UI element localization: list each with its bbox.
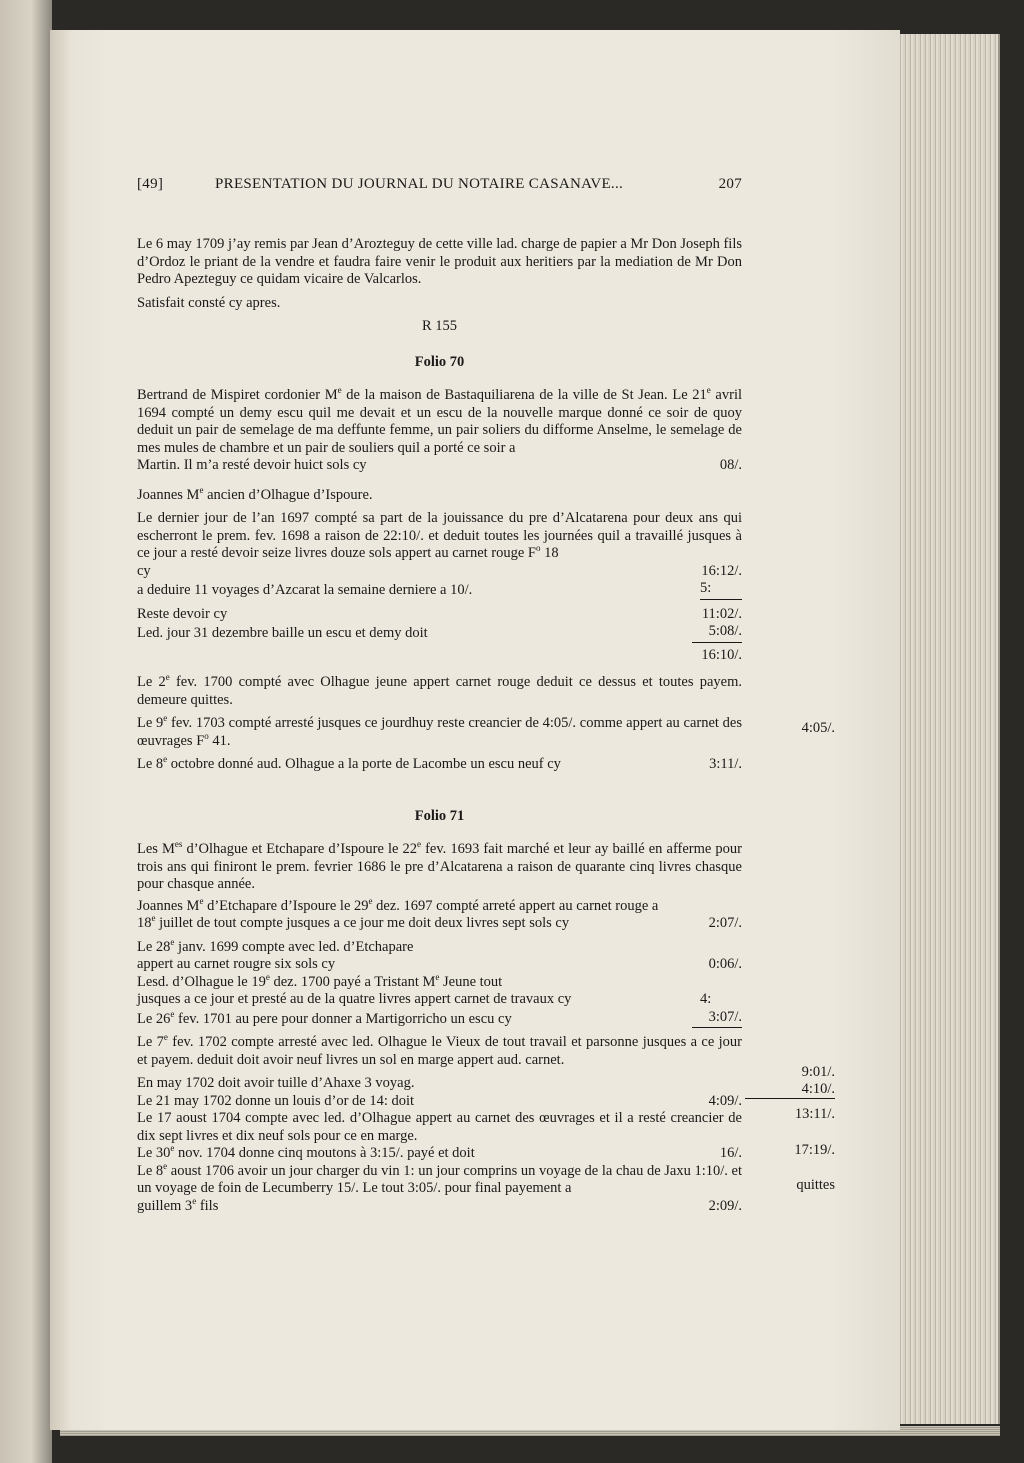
entry-dernier-jour: Le dernier jour de l’an 1697 compté sa part de la jouissance du pre d’Alcatarena pour deux ans qui escherront le prem. fev. 1698 a raison de 22:10/. et deduit toutes les journées quil a travaillé jusques à ce jour a resté devoir seize livres douze sols appert au carnet rouge $F^o$ 18 [137,510,742,561]
header-title: PRESENTATION DU JOURNAL DU NOTAIRE CASANAVE... [215,176,624,192]
entry-guillem: guillem 3e fils 2:09/. [137,1195,742,1214]
entry-les-mes: Les $M^{es}$ d’Olhague et Etchapare d’Ispoure le 22e fev. 1693 fait marché et leur ay baillé en afferme pour trois ans qui finiront le prem. fevrier 1686 le pre d’Alcatarena a raison de quarante cinq livres chasque pour chasque année. [137,839,742,892]
entry-joannes-etchapare: Joannes Me d’Etchapare d’Ispoure le 29e dez. 1697 compté arreté appert au carnet rouge a [137,895,659,914]
running-header [137,176,742,198]
folio-70-heading: Folio 70 [414,353,465,370]
page-body [137,236,742,1215]
header-ref: [49] [137,176,164,192]
entry-janv-1699: Le 28e janv. 1699 compte avec led. d’Etchapare [137,936,414,955]
entry-may21-1702: Le 21 may 1702 donne un louis d’or de 14: doit 4:09/. [137,1092,742,1109]
entry-fev-1702: Le 7e fev. 1702 compte arresté avec led. Olhague le Vieux de tout travail et parsonne jusques a ce jour et payem. deduit doit avoir neuf livres un sol en marge appert aud. carnet. [137,1032,742,1068]
entry-bertrand-total: Martin. Il m’a resté devoir huict sols cy 08/. [137,457,742,473]
entry-aoust-1706: Le 8e aoust 1706 avoir un jour charger du vin 1: un jour comprins un voyage de la chau de Jaxu 1:10/. et un voyage de foin de Lecumberry 15/. Le tout 3:05/. pour final payement a [137,1160,742,1196]
entry-fev-1701: Le 26e fev. 1701 au pere pour donner a Martigorricho un escu cy 3:07/. [137,1008,742,1027]
paragraph-remis: Le 6 may 1709 j’ay remis par Jean d’Arozteguy de cette ville lad. charge de papier a Mr Don Joseph fils d’Ordoz le priant de la vendre et faudra faire venir le produit aux heritiers par la mediation de Mr Don Pedro Apezteguy ce quidam vicaire de Valcarlos. [137,236,742,287]
margin-note-1311: 13:11/. [794,1106,835,1122]
entry-fev-1703: Le 9e fev. 1703 compté arresté jusques ce jourdhuy reste creancier de 4:05/. comme appert au carnet des œuvrages $F^o$ 41. [137,713,742,749]
entry-octobre: Le 8e octobre donné aud. Olhague a la porte de Lacombe un escu neuf cy 3:11/. [137,754,742,772]
entry-may-1702: En may 1702 doit avoir tuille d’Ahaxe 3 voyag. [137,1075,415,1091]
margin-note-405: 4:05/. [801,720,835,736]
entry-lesd-olhague-total: jusques a ce jour et presté au de la quatre livres appert carnet de travaux cy 4: [137,991,712,1007]
margin-note-901: 9:01/. [801,1064,835,1080]
folio-71-heading: Folio 71 [414,807,465,824]
entry-janv-1699-total: appert au carnet rougre six sols cy 0:06/. [137,956,742,972]
ledger-row-total: 16:10/. [701,646,742,663]
paragraph-satisfait: Satisfait consté cy apres. [137,294,281,311]
entry-nov-1704: Le 30e nov. 1704 donne cinq moutons à 3:15/. payé et doit 16/. [137,1143,742,1161]
ledger-row-led31: Led. jour 31 dezembre baille un escu et demy doit 5:08/. [137,623,742,641]
entry-fev-1700: Le 2e fev. 1700 compté avec Olhague jeune appert carnet rouge deduit ce dessus et toutes payem. demeure quittes. [137,672,742,708]
entry-lesd-olhague: Lesd. d’Olhague le 19e dez. 1700 payé a Tristant Me Jeune tout [137,971,503,990]
entry-joannes-heading: Joannes Me ancien d’Olhague d’Ispoure. [137,484,373,503]
margin-note-quittes: quittes [796,1177,835,1193]
entry-aoust-1704: Le 17 aoust 1704 compte avec led. d’Olhague appert au carnet des œuvrages et il a resté creancier de dix sept livres et dix neuf sols pour ce en marge. [137,1110,742,1144]
left-page-edge [0,0,52,1463]
entry-bertrand: Bertrand de Mispiret cordonier Me de la maison de Bastaquiliarena de la ville de St Jean. Le 21e avril 1694 compté un demy escu quil me devait et un escu de la nouvelle marque donné ce soir de quoy deduit un pair de semelage de ma deffunte femme, un pair soliers du difforme Anselme, le semelage de mes mules de chambre et un pair de souliers quil a porté ce soir a [137,385,742,456]
ledger-row-cy: cy 16:12/. [137,562,742,579]
ledger-row-deduire: a deduire 11 voyages d’Azcarat la semaine derniere a 10/. 5: [137,580,742,600]
page-stack-edge [898,34,1000,1424]
ledger-row-reste: Reste devoir cy 11:02/. [137,605,742,622]
entry-joannes-etchapare-total: 18e juillet de tout compte jusques a ce jour me doit deux livres sept sols cy 2:07/. [137,913,742,931]
margin-note-1719: 17:19/. [794,1142,835,1158]
ref-r155: R 155 [421,318,458,334]
page-number: 207 [718,176,742,192]
margin-note-410: 4:10/. [745,1081,835,1099]
